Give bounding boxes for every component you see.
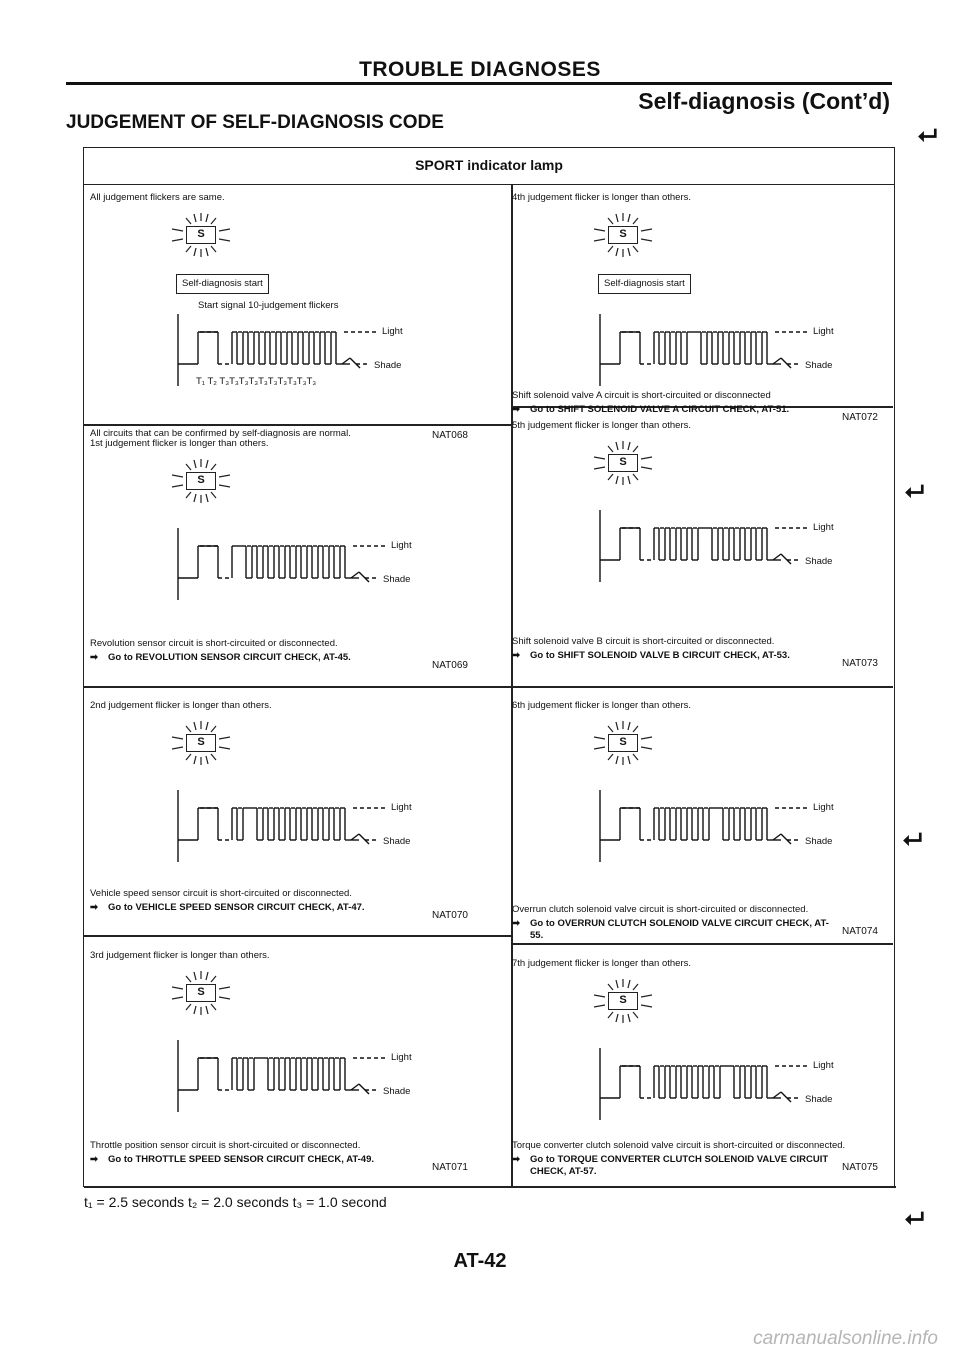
go-to-instruction[interactable]: Go to SHIFT SOLENOID VALVE B CIRCUIT CHECK, AT-53. xyxy=(530,650,790,661)
sport-lamp-icon xyxy=(588,438,658,488)
lamp-s-icon: S xyxy=(186,226,216,244)
row-divider xyxy=(84,686,511,688)
figure-code: NAT068 xyxy=(432,430,468,441)
binding-hole-mark: ⮠ xyxy=(905,1205,925,1232)
light-label: Light xyxy=(382,326,403,337)
shade-label: Shade xyxy=(383,574,411,585)
go-arrow-icon: ➡ xyxy=(90,652,98,663)
binding-hole-mark: ⮠ xyxy=(918,122,938,149)
table-cell xyxy=(90,700,490,934)
cell-caption: Shift solenoid valve B circuit is short-circuited or disconnected. xyxy=(512,636,775,647)
table-cell xyxy=(90,192,490,454)
cell-title: 5th judgement flicker is longer than others. xyxy=(512,420,692,431)
light-label: Light xyxy=(391,1052,412,1063)
go-arrow-icon: ➡ xyxy=(512,650,520,661)
go-to-instruction[interactable]: Go to REVOLUTION SENSOR CIRCUIT CHECK, AT-45. xyxy=(108,652,351,663)
light-label: Light xyxy=(391,540,412,551)
page-number: AT-42 xyxy=(453,1250,507,1272)
go-to-instruction[interactable]: Go to OVERRUN CLUTCH SOLENOID VALVE CIRCUIT CHECK, AT-55. xyxy=(530,918,829,941)
table-cell xyxy=(512,192,912,436)
sub-title: Self-diagnosis (Cont’d) xyxy=(638,88,890,114)
flicker-signal-diagram xyxy=(598,1054,848,1124)
shade-label: Shade xyxy=(805,556,833,567)
binding-hole-mark: ⮠ xyxy=(905,478,925,505)
sport-lamp-icon xyxy=(166,456,236,506)
shade-label: Shade xyxy=(383,836,411,847)
go-arrow-icon: ➡ xyxy=(90,1154,98,1165)
main-title: TROUBLE DIAGNOSES xyxy=(359,58,601,81)
go-to-instruction[interactable]: Go to THROTTLE SPEED SENSOR CIRCUIT CHECK, AT-49. xyxy=(108,1154,375,1165)
figure-code: NAT072 xyxy=(842,412,878,423)
lamp-s-icon: S xyxy=(608,226,638,244)
go-arrow-icon: ➡ xyxy=(512,918,520,929)
cell-title: 7th judgement flicker is longer than others. xyxy=(512,958,692,969)
cell-title: 3rd judgement flicker is longer than others. xyxy=(90,950,270,961)
cell-title: 1st judgement flicker is longer than others. xyxy=(90,438,269,449)
cell-title: 4th judgement flicker is longer than others. xyxy=(512,192,692,203)
go-to-instruction[interactable]: Go to SHIFT SOLENOID VALVE A CIRCUIT CHECK, AT-51. xyxy=(530,404,790,415)
table-cell xyxy=(512,420,912,682)
lamp-s-icon: S xyxy=(608,454,638,472)
flicker-signal-diagram xyxy=(176,796,426,866)
cell-caption: Shift solenoid valve A circuit is short-circuited or disconnected xyxy=(512,390,771,401)
flicker-signal-diagram xyxy=(598,320,848,390)
light-label: Light xyxy=(813,802,834,813)
cell-caption: Torque converter clutch solenoid valve circuit is short-circuited or disconnected. xyxy=(512,1140,846,1151)
cell-caption: Vehicle speed sensor circuit is short-circuited or disconnected. xyxy=(90,888,352,899)
sport-lamp-icon xyxy=(166,968,236,1018)
shade-label: Shade xyxy=(374,360,402,371)
cell-caption: Overrun clutch solenoid valve circuit is short-circuited or disconnected. xyxy=(512,904,809,915)
lamp-s-icon: S xyxy=(186,472,216,490)
cell-caption: Revolution sensor circuit is short-circuited or disconnected. xyxy=(90,638,338,649)
lamp-s-icon: S xyxy=(186,734,216,752)
flicker-signal-diagram xyxy=(598,796,848,866)
go-arrow-icon: ➡ xyxy=(90,902,98,913)
table-cell xyxy=(512,958,912,1186)
flicker-signal-diagram xyxy=(598,516,848,586)
timing-note: t₁ = 2.5 seconds t₂ = 2.0 seconds t₃ = 1.0 second xyxy=(84,1194,387,1210)
flicker-signal-diagram xyxy=(176,1046,426,1116)
light-label: Light xyxy=(813,1060,834,1071)
cell-title: 6th judgement flicker is longer than others. xyxy=(512,700,692,711)
self-diagnosis-start-box: Self-diagnosis start xyxy=(176,274,269,294)
figure-code: NAT073 xyxy=(842,658,878,669)
table-cell xyxy=(90,438,490,684)
cell-title: 2nd judgement flicker is longer than others. xyxy=(90,700,272,711)
row-divider xyxy=(511,686,893,688)
shade-label: Shade xyxy=(805,836,833,847)
sport-lamp-icon xyxy=(588,210,658,260)
lamp-s-icon: S xyxy=(608,734,638,752)
lamp-s-icon: S xyxy=(608,992,638,1010)
figure-code: NAT074 xyxy=(842,926,878,937)
sport-lamp-icon xyxy=(166,718,236,768)
row-divider xyxy=(84,1186,896,1188)
self-diagnosis-start-box: Self-diagnosis start xyxy=(598,274,691,294)
sport-lamp-icon xyxy=(588,718,658,768)
section-title: JUDGEMENT OF SELF-DIAGNOSIS CODE xyxy=(66,112,444,133)
shade-label: Shade xyxy=(805,1094,833,1105)
shade-label: Shade xyxy=(383,1086,411,1097)
go-to-instruction[interactable]: Go to TORQUE CONVERTER CLUTCH SOLENOID VALVE CIRCUIT CHECK, AT-57. xyxy=(530,1154,829,1177)
timing-labels: T₁ T₂ T₃T₃T₃T₃T₃T₃T₃T₃T₃T₃ xyxy=(196,376,317,387)
figure-code: NAT075 xyxy=(842,1162,878,1173)
light-label: Light xyxy=(391,802,412,813)
table-cell xyxy=(90,950,490,1186)
go-to-instruction[interactable]: Go to VEHICLE SPEED SENSOR CIRCUIT CHECK, AT-47. xyxy=(108,902,365,913)
figure-code: NAT071 xyxy=(432,1162,468,1173)
lamp-s-icon: S xyxy=(186,984,216,1002)
shade-label: Shade xyxy=(805,360,833,371)
figure-code: NAT069 xyxy=(432,660,468,671)
go-arrow-icon: ➡ xyxy=(512,404,520,415)
binding-hole-mark: ⮠ xyxy=(903,826,923,853)
figure-code: NAT070 xyxy=(432,910,468,921)
sport-lamp-icon xyxy=(166,210,236,260)
row-divider xyxy=(84,935,511,937)
cell-caption: All circuits that can be confirmed by self-diagnosis are normal. xyxy=(90,428,351,439)
cell-caption: Throttle position sensor circuit is short-circuited or disconnected. xyxy=(90,1140,361,1151)
table-cell xyxy=(512,700,912,950)
go-arrow-icon: ➡ xyxy=(512,1154,520,1165)
light-label: Light xyxy=(813,326,834,337)
table-header: SPORT indicator lamp xyxy=(84,148,894,185)
title-rule xyxy=(66,82,892,85)
sport-lamp-icon xyxy=(588,976,658,1026)
start-signal-label: Start signal 10-judgement flickers xyxy=(198,300,339,311)
watermark: carmanualsonline.info xyxy=(753,1328,938,1349)
flicker-signal-diagram xyxy=(176,534,426,604)
cell-title: All judgement flickers are same. xyxy=(90,192,225,203)
light-label: Light xyxy=(813,522,834,533)
